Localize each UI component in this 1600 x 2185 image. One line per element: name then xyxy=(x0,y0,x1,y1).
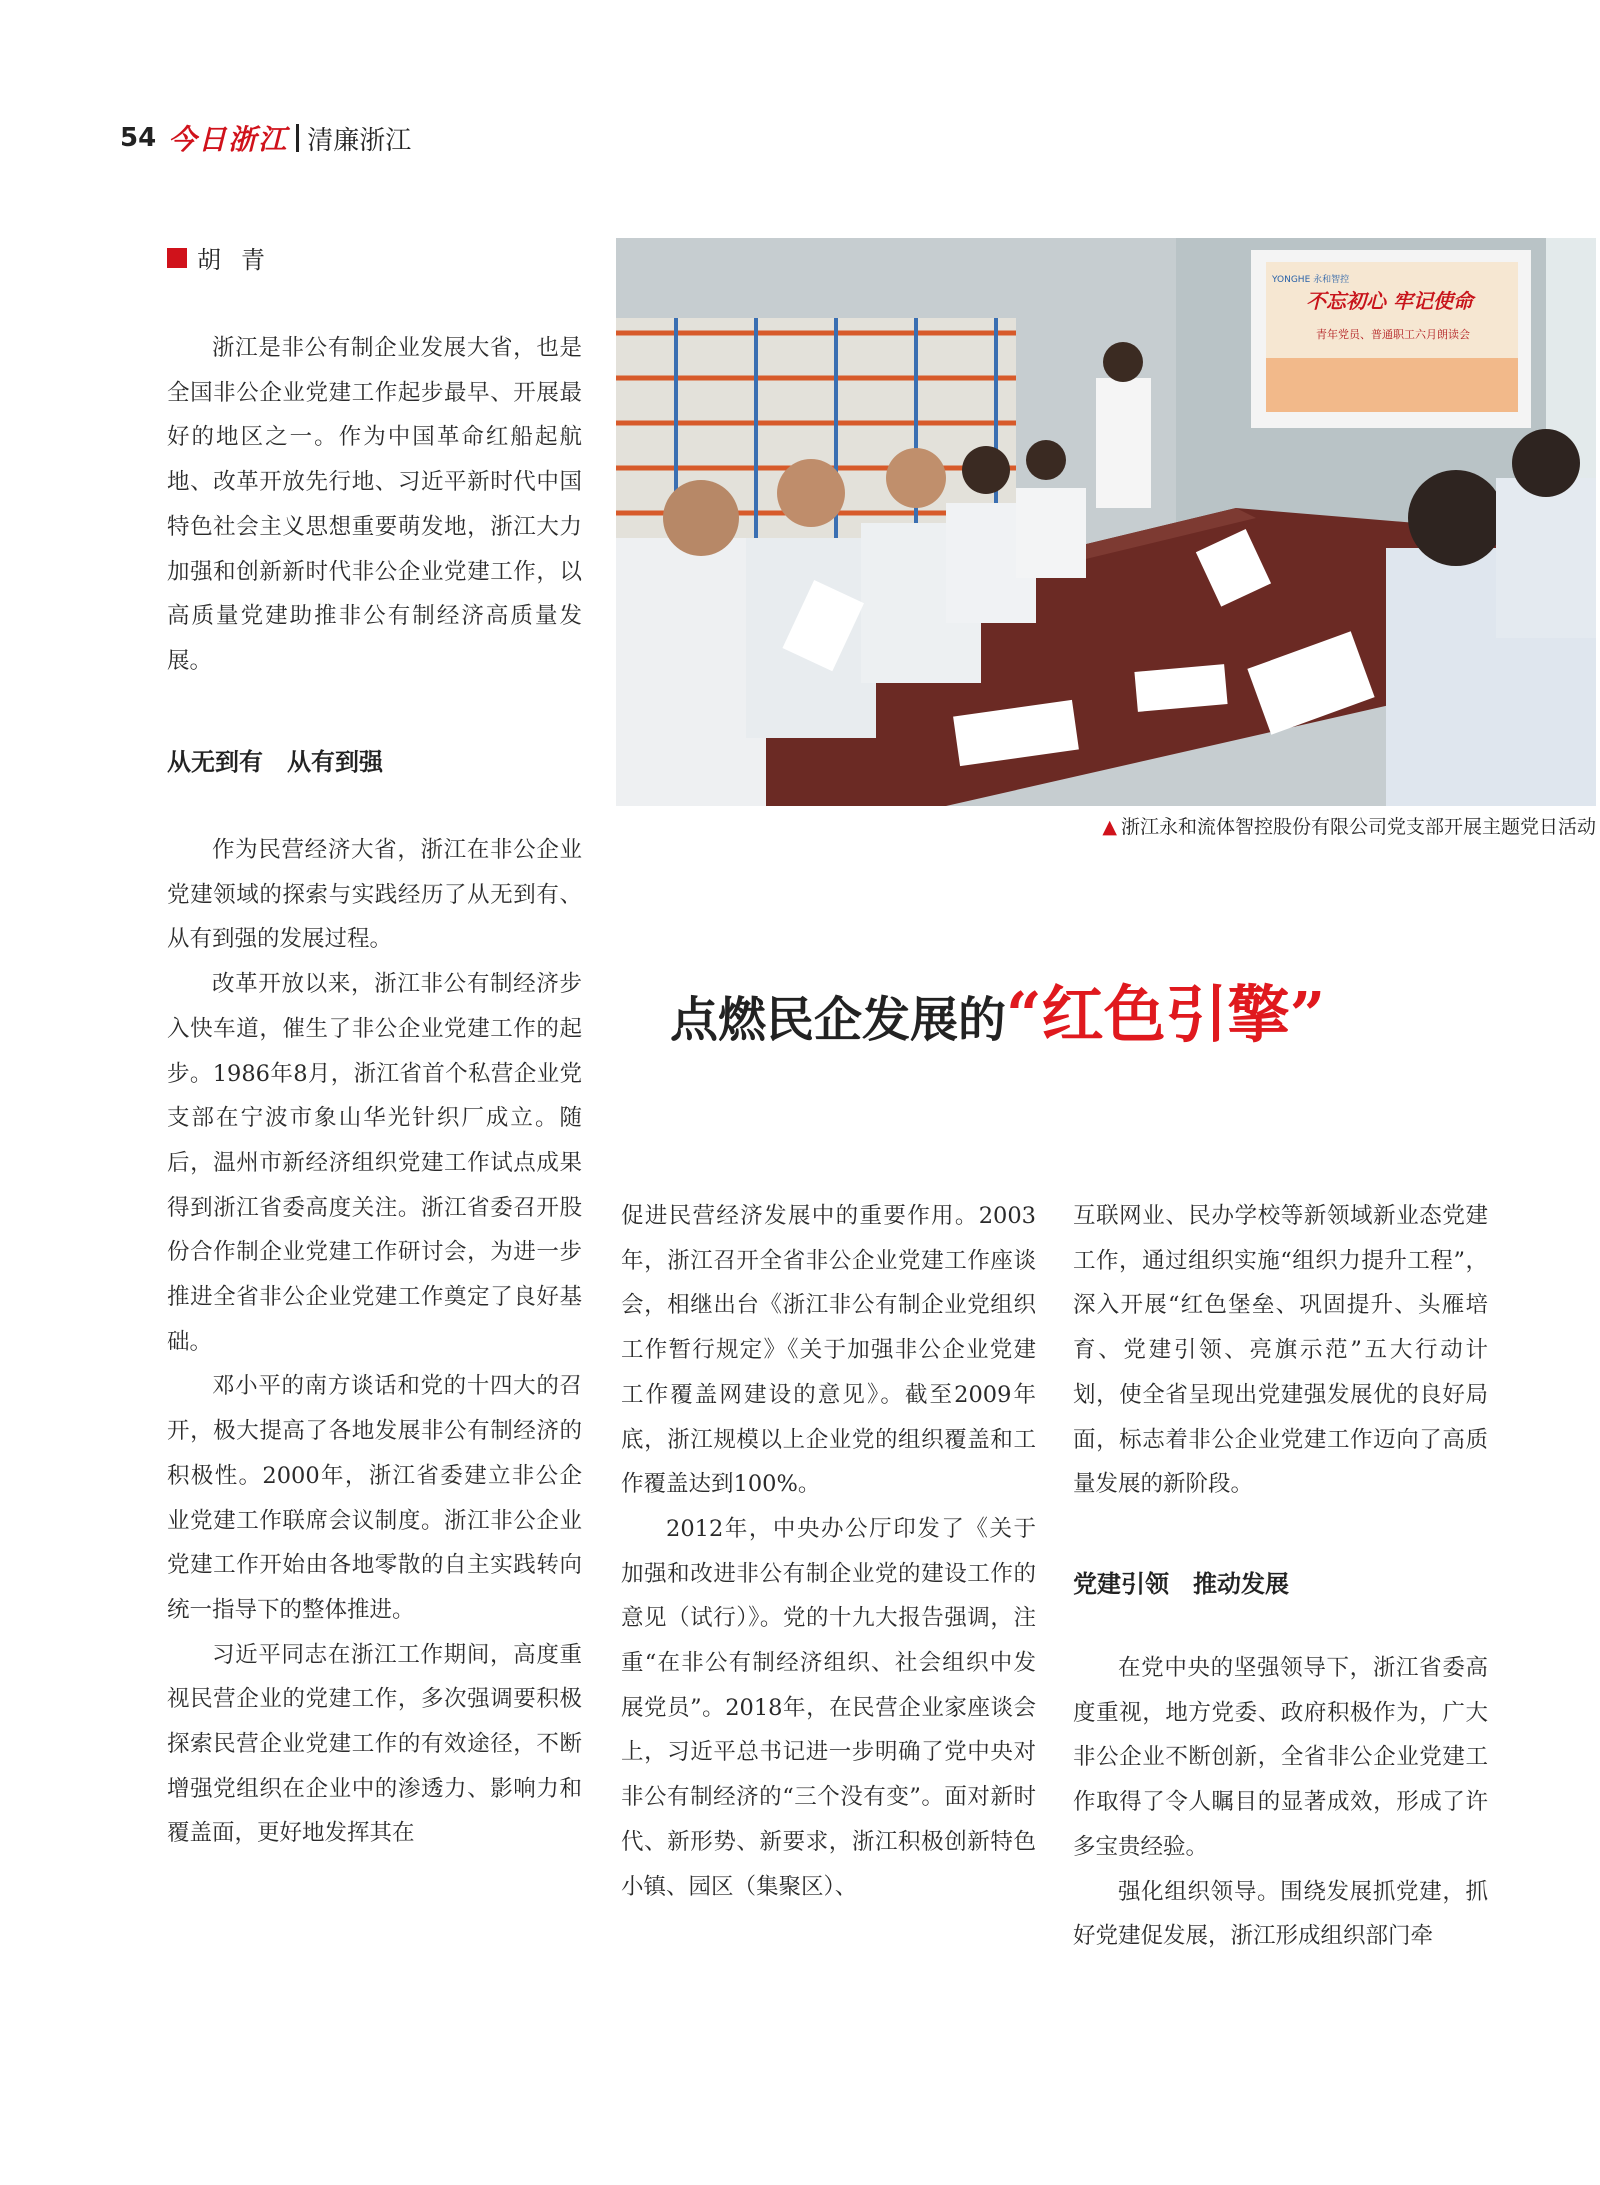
header-divider xyxy=(296,124,299,152)
subhead-party-lead: 党建引领 推动发展 xyxy=(1073,1570,1289,1598)
col3-paragraph-1: 互联网业、民办学校等新领域新业态党建工作，通过组织实施“组织力提升工程”，深入开展“红色堡垒、巩固提升、头雁培育、党建引领、亮旗示范”五大行动计划，使全省呈现出党建强发展优的良好局面，标志着非公企业党建工作迈向了高质量发展的新阶段。 xyxy=(1073,1203,1488,1498)
intro-paragraph-block xyxy=(167,326,582,684)
meeting-photo xyxy=(616,238,1596,806)
photo-caption-block xyxy=(616,812,1596,839)
col1-paragraph-1: 作为民营经济大省，浙江在非公企业党建领域的探索与实践经历了从无到有、从有到强的发展过程。 xyxy=(167,837,582,953)
magazine-logo: 今日浙江 xyxy=(168,123,289,156)
headline-part-2: “红色引擎” xyxy=(1006,978,1326,1051)
subhead-from-nothing: 从无到有 从有到强 xyxy=(167,748,383,776)
col1-paragraph-3: 邓小平的南方谈话和党的十四大的召开，极大提高了各地发展非公有制经济的积极性。2000年，浙江省委建立非公企业党建工作联席会议制度。浙江非公企业党建工作开始由各地零散的自主实践转向统一指导下的整体推进。 xyxy=(167,1373,582,1623)
screen-title: 不忘初心 牢记使命 xyxy=(1306,289,1473,313)
page-number: 54 xyxy=(120,123,157,153)
column-3-bottom xyxy=(1073,1646,1488,1959)
col2-paragraph-1: 促进民营经济发展中的重要作用。2003年，浙江召开全省非公企业党建工作座谈会，相继出台《浙江非公有制企业党组织工作暂行规定》《关于加强非公企业党建工作覆盖网建设的意见》。截至2009年底，浙江规模以上企业党的组织覆盖和工作覆盖达到100%。 xyxy=(621,1203,1036,1498)
section-name: 清廉浙江 xyxy=(307,125,412,156)
author-name: 胡青 xyxy=(197,246,285,274)
page-header xyxy=(120,118,411,158)
headline-part-1: 点燃民企发展的 xyxy=(670,992,1007,1048)
column-3-top xyxy=(1073,1194,1488,1507)
byline xyxy=(167,240,285,275)
screen-subtitle: 青年党员、普通职工六月朗读会 xyxy=(1316,328,1470,341)
column-1 xyxy=(167,828,582,1856)
col3-paragraph-3: 强化组织领导。围绕发展抓党建，抓好党建促发展，浙江形成组织部门牵 xyxy=(1073,1878,1488,1950)
intro-paragraph: 浙江是非公有制企业发展大省，也是全国非公企业党建工作起步最早、开展最好的地区之一。作为中国革命红船起航地、改革开放先行地、习近平新时代中国特色社会主义思想重要萌发地，浙江大力加强和创新新时代非公企业党建工作，以高质量党建助推非公有制经济高质量发展。 xyxy=(167,335,582,674)
col1-paragraph-4: 习近平同志在浙江工作期间，高度重视民营企业的党建工作，多次强调要积极探索民营企业党建工作的有效途径，不断增强党组织在企业中的渗透力、影响力和覆盖面，更好地发挥其在 xyxy=(167,1641,582,1847)
column-2 xyxy=(621,1194,1036,1909)
screen-brand: YONGHE 永和智控 xyxy=(1272,275,1350,285)
col2-paragraph-2: 2012年，中央办公厅印发了《关于加强和改进非公有制企业党的建设工作的意见（试行）》。党的十九大报告强调，注重“在非公有制经济组织、社会组织中发展党员”。2018年，在民营企业家座谈会上，习近平总书记进一步明确了党中央对非公有制经济的“三个没有变”。面对新时代、新形势、新要求，浙江积极创新特色小镇、园区（集聚区）、 xyxy=(621,1515,1036,1900)
col3-paragraph-2: 在党中央的坚强领导下，浙江省委高度重视，地方党委、政府积极作为，广大非公企业不断创新，全省非公企业党建工作取得了令人瞩目的显著成效，形成了许多宝贵经验。 xyxy=(1073,1655,1488,1860)
red-square-marker xyxy=(167,248,187,268)
col1-paragraph-2: 改革开放以来，浙江非公有制经济步入快车道，催生了非公企业党建工作的起步。1986年8月，浙江省首个私营企业党支部在宁波市象山华光针织厂成立。随后，温州市新经济组织党建工作试点成果得到浙江省委高度关注。浙江省委召开股份合作制企业党建工作研讨会，为进一步推进全省非公企业党建工作奠定了良好基础。 xyxy=(167,971,582,1355)
article-headline xyxy=(670,965,1325,1054)
caption-triangle-icon: ▲ xyxy=(1102,816,1117,838)
photo-caption: 浙江永和流体智控股份有限公司党支部开展主题党日活动 xyxy=(1120,816,1596,838)
